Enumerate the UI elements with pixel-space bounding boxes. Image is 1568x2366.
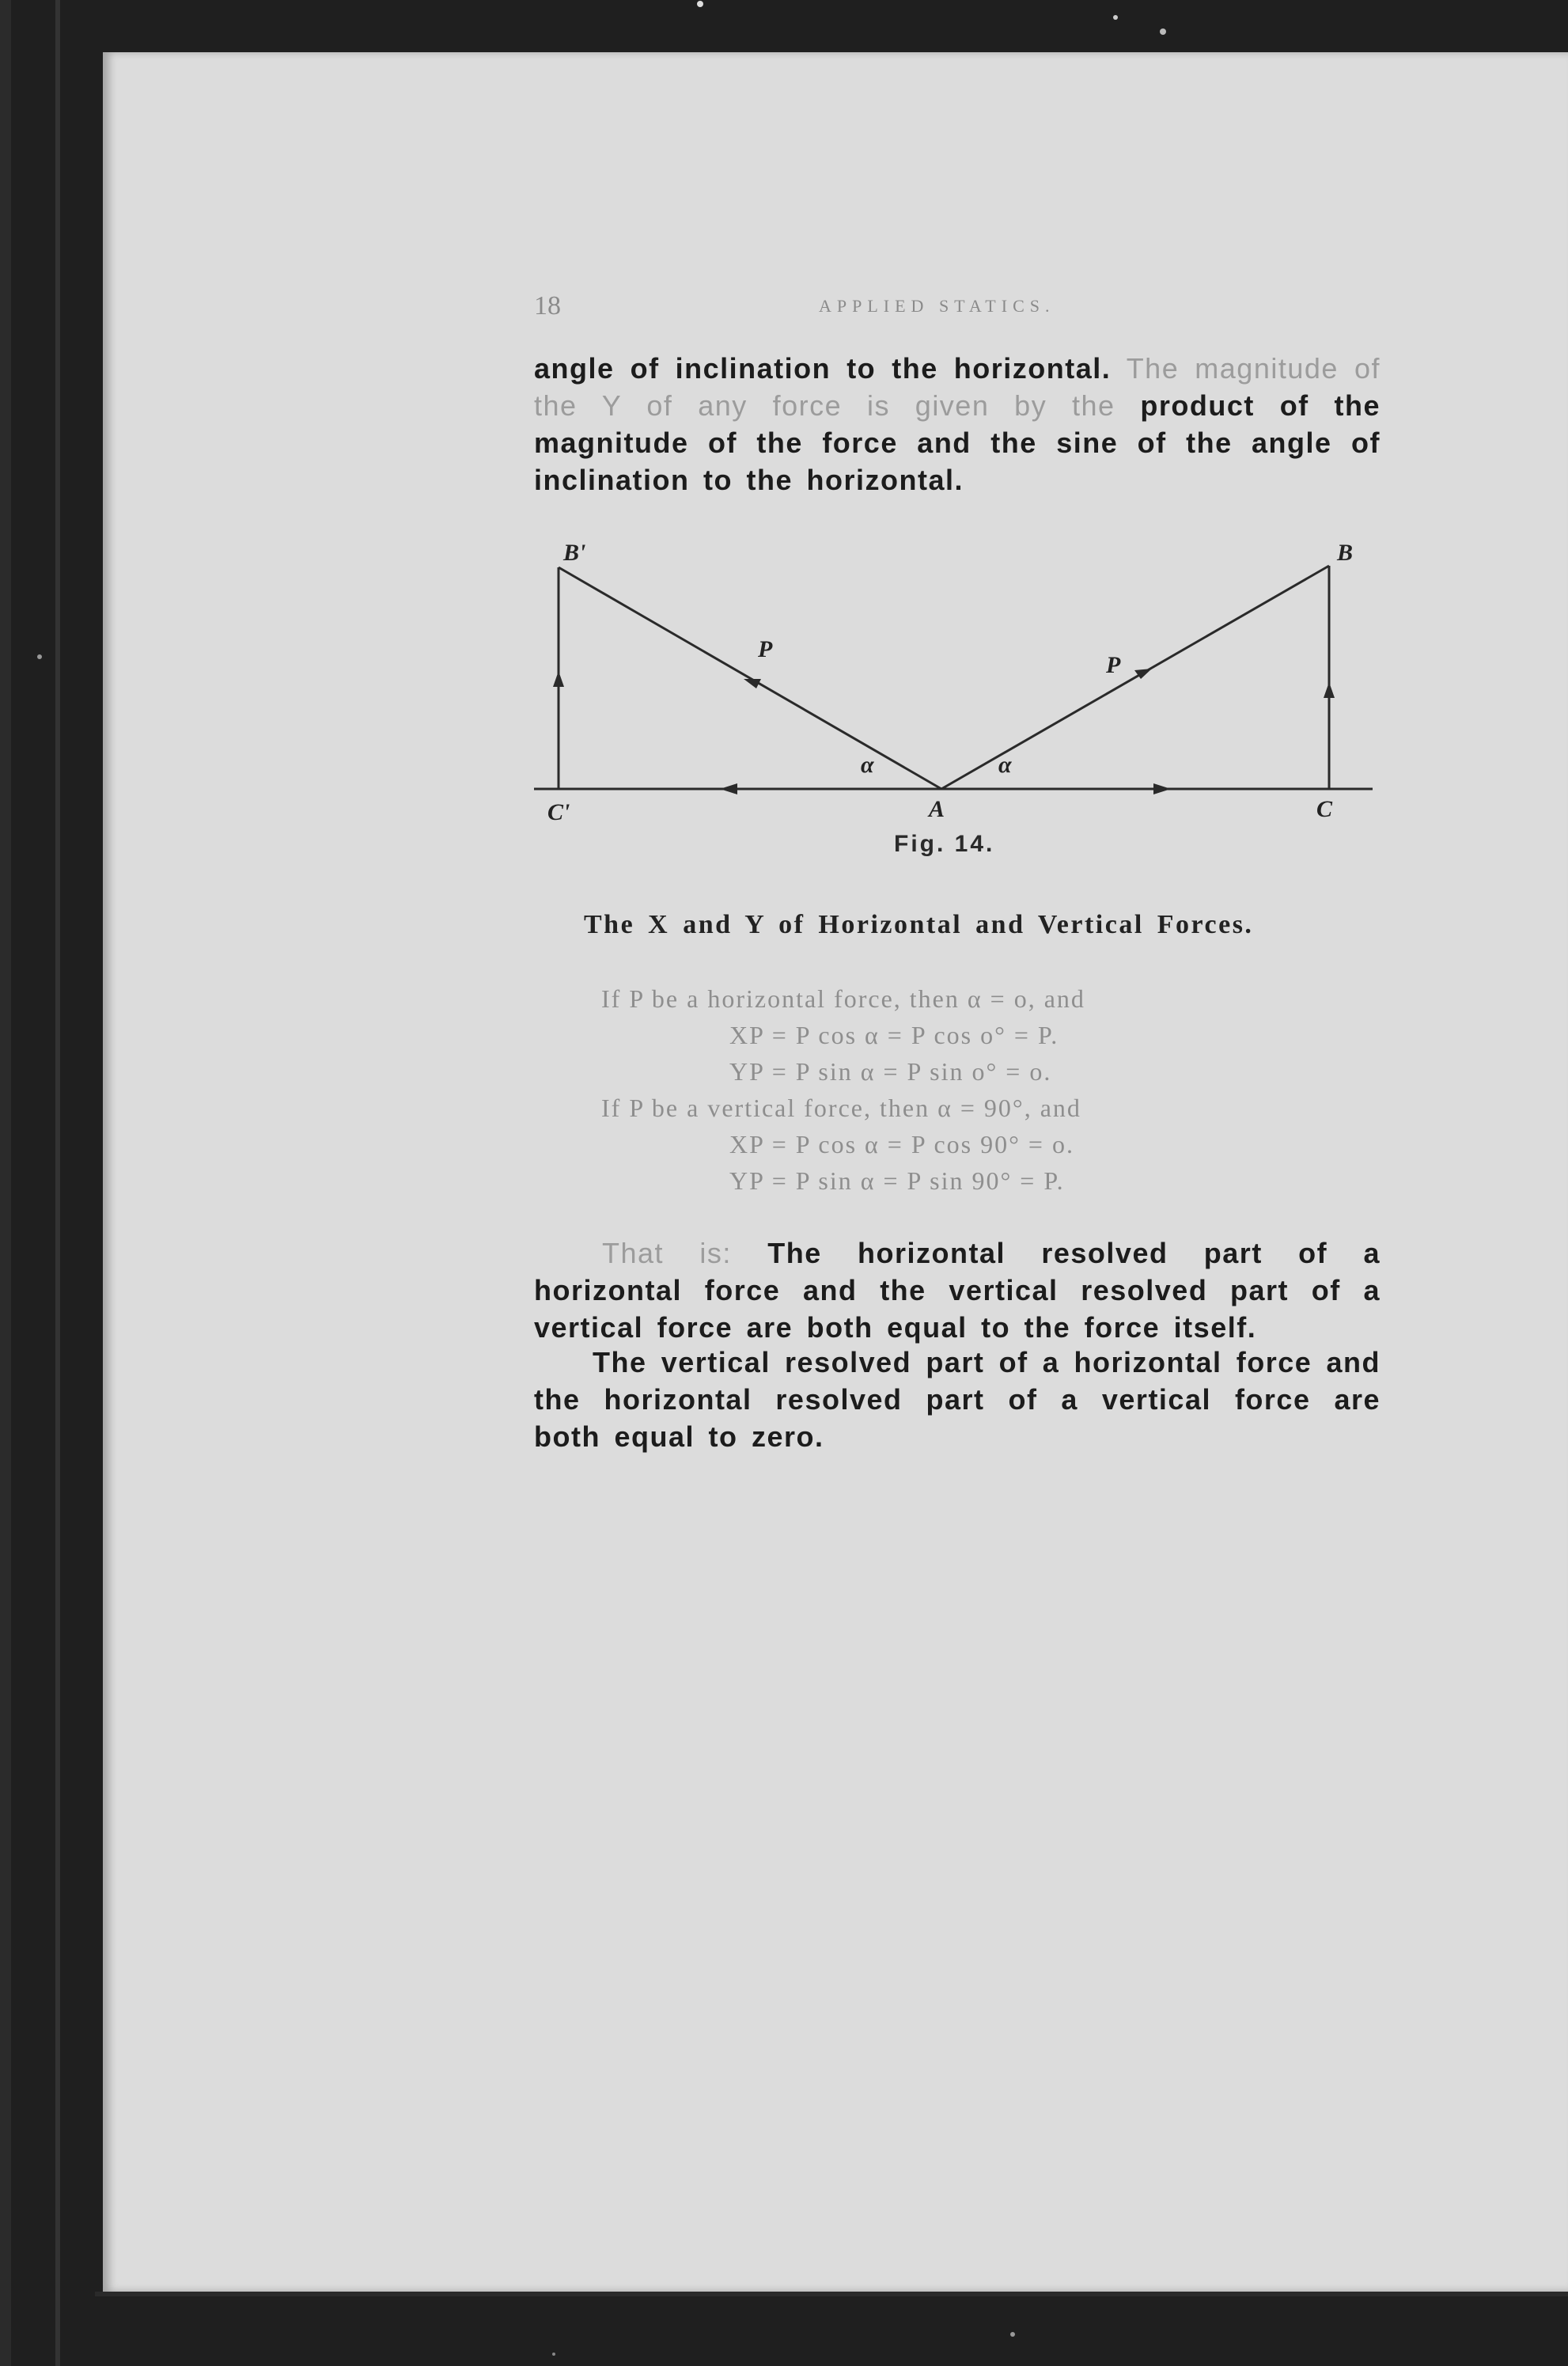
- formula-line: XP = P cos α = P cos o° = P.: [729, 1021, 1059, 1049]
- label-c-prime: C': [547, 799, 570, 825]
- label-alpha-right: α: [998, 752, 1012, 778]
- para1-bold-end: product of the magnitude of the force and the sine of the angle of inclination to the horizontal.: [534, 389, 1381, 496]
- formula-line: If P be a horizontal force, then α = o, and: [601, 984, 1085, 1013]
- force-line-left: [559, 567, 941, 789]
- label-b: B: [1337, 540, 1354, 566]
- para2-lead: That is:: [602, 1237, 732, 1269]
- formula-line: YP = P sin α = P sin o° = o.: [729, 1057, 1052, 1086]
- arrow-right-baseline: [1153, 783, 1171, 794]
- formula-line: YP = P sin α = P sin 90° = P.: [729, 1166, 1065, 1195]
- paragraph-vertical-resolved: The vertical resolved part of a horizontal force and the horizontal resolved part of a vertical force are both equal to zero.: [534, 1346, 1381, 1453]
- arrow-along-left-force: [744, 679, 761, 688]
- arrow-left-baseline: [720, 783, 737, 794]
- paragraph-magnitude-of-y: [534, 350, 1381, 499]
- label-a: A: [929, 796, 945, 822]
- formula-line: XP = P cos α = P cos 90° = o.: [729, 1130, 1074, 1158]
- para1-faint-text: The magnitude of the Y of any force is given by the: [534, 352, 1381, 422]
- figure-caption: Fig. 14.: [894, 831, 995, 857]
- paragraph-that-is: [534, 1234, 1381, 1346]
- label-c: C: [1316, 796, 1333, 822]
- para1-bold-start: angle of inclination to the horizontal.: [534, 352, 1112, 385]
- page-number: 18: [534, 291, 561, 320]
- label-p-left: P: [758, 636, 773, 662]
- arrow-up-right: [1324, 682, 1335, 698]
- running-title: APPLIED STATICS.: [819, 296, 1055, 316]
- arrow-up-left: [553, 671, 564, 687]
- label-b-prime: B': [563, 540, 586, 566]
- label-alpha-left: α: [861, 752, 874, 778]
- running-head: [534, 291, 1392, 323]
- section-heading: The X and Y of Horizontal and Vertical Forces.: [584, 910, 1254, 939]
- formula-line: If P be a vertical force, then α = 90°, and: [601, 1094, 1081, 1122]
- page-bottom-edge: [95, 2292, 1568, 2296]
- figure-14-diagram: [530, 530, 1384, 847]
- para2-body: The horizontal resolved part of a horizontal force and the vertical resolved part of a vertical force are both equal to the force itself.: [534, 1237, 1381, 1344]
- label-p-right: P: [1106, 652, 1121, 678]
